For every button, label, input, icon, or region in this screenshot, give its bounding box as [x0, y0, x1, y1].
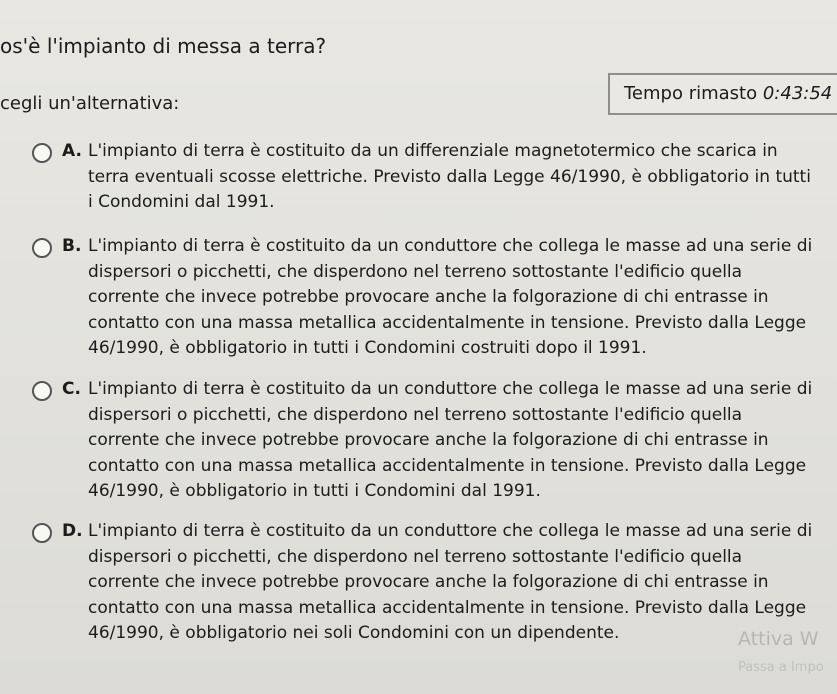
option-a-letter: A.: [62, 141, 82, 161]
option-a-text[interactable]: L'impianto di terra è costituito da un differenziale magnetotermico che scarica in terra eventuali scosse elettriche. Previsto dalla Legge 46/1990, è obbligatorio in tutti i Condomini dal 1991.: [88, 141, 811, 212]
timer-box: [608, 73, 837, 115]
windows-activation-watermark: Attiva W: [738, 628, 819, 650]
windows-activation-subtext: Passa a Impo: [738, 660, 824, 675]
instruction-text: cegli un'alternativa:: [0, 93, 180, 114]
option-b-letter: B.: [62, 236, 82, 256]
option-a[interactable]: [32, 139, 822, 216]
option-c-text[interactable]: L'impianto di terra è costituito da un conduttore che collega le masse ad una serie di dispersori o picchetti, che disperdono nel terreno sottostante l'edificio quella corrente che invece potrebbe provocare anche la folgorazione di chi entrasse in contatto con una massa metallica accidentalmente in tensione. Previsto dalla Legge 46/1990, è obbligatorio in tutti i Condomini dal 1991.: [88, 379, 813, 501]
option-a-radio[interactable]: [32, 143, 52, 163]
option-c[interactable]: [32, 377, 822, 505]
option-d[interactable]: [32, 519, 822, 647]
question-text: os'è l'impianto di messa a terra?: [0, 34, 327, 58]
option-b[interactable]: [32, 234, 822, 362]
option-d-text[interactable]: L'impianto di terra è costituito da un conduttore che collega le masse ad una serie di dispersori o picchetti, che disperdono nel terreno sottostante l'edificio quella corrente che invece potrebbe provocare anche la folgorazione di chi entrasse in contatto con una massa metallica accidentalmente in tensione. Previsto dalla Legge 46/1990, è obbligatorio nei soli Condomini con un dipendente.: [88, 521, 813, 643]
option-b-radio[interactable]: [32, 238, 52, 258]
timer-value: 0:43:54: [762, 83, 833, 104]
option-c-radio[interactable]: [32, 381, 52, 401]
option-c-letter: C.: [62, 379, 81, 399]
option-d-radio[interactable]: [32, 523, 52, 543]
timer-label: Tempo rimasto: [624, 83, 758, 104]
option-d-letter: D.: [62, 521, 83, 541]
option-b-text[interactable]: L'impianto di terra è costituito da un conduttore che collega le masse ad una serie di dispersori o picchetti, che disperdono nel terreno sottostante l'edificio quella corrente che invece potrebbe provocare anche la folgorazione di chi entrasse in contatto con una massa metallica accidentalmente in tensione. Previsto dalla Legge 46/1990, è obbligatorio in tutti i Condomini costruiti dopo il 1991.: [88, 236, 813, 358]
